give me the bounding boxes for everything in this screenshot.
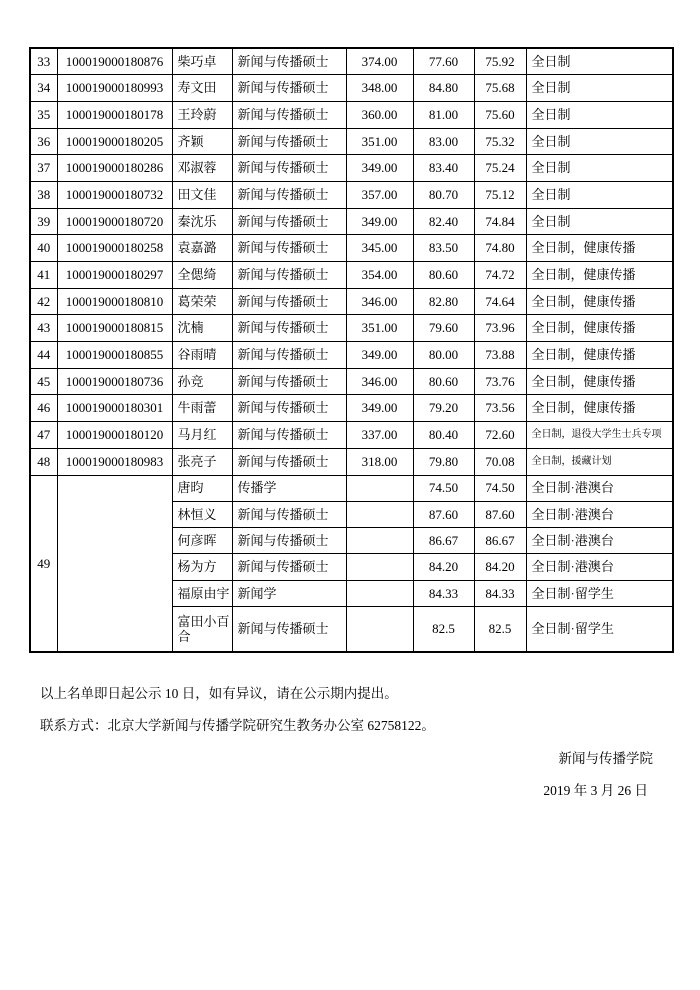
table-row [30, 368, 673, 395]
cell-no: 46 [30, 395, 57, 422]
cell-name: 牛雨蕾 [172, 395, 232, 422]
cell-score3: 82.5 [474, 606, 526, 652]
cell-score3: 74.72 [474, 262, 526, 289]
cell-score3: 84.20 [474, 554, 526, 580]
cell-remark: 全日制 [526, 101, 673, 128]
cell-remark: 全日制·留学生 [526, 606, 673, 652]
cell-remark: 全日制·留学生 [526, 580, 673, 606]
cell-score2: 82.40 [413, 208, 474, 235]
cell-remark: 全日制·港澳台 [526, 501, 673, 527]
cell-name: 全偲绮 [172, 262, 232, 289]
cell-program: 新闻与传播硕士 [232, 101, 346, 128]
cell-remark: 全日制 [526, 155, 673, 182]
cell-score1: 360.00 [346, 101, 413, 128]
cell-name: 柴巧卓 [172, 48, 232, 75]
cell-name: 王玲蔚 [172, 101, 232, 128]
table-row [30, 422, 673, 449]
cell-name: 齐颖 [172, 128, 232, 155]
cell-program: 新闻与传播硕士 [232, 128, 346, 155]
table-row [30, 235, 673, 262]
admission-results-table [29, 47, 674, 653]
cell-remark: 全日制 [526, 181, 673, 208]
cell-score3: 86.67 [474, 528, 526, 554]
cell-score3: 70.08 [474, 448, 526, 475]
cell-remark: 全日制 [526, 128, 673, 155]
cell-score1: 354.00 [346, 262, 413, 289]
cell-score3: 75.92 [474, 48, 526, 75]
cell-score3: 73.88 [474, 342, 526, 369]
cell-score3: 73.56 [474, 395, 526, 422]
cell-remark: 全日制·港澳台 [526, 528, 673, 554]
table-row [30, 75, 673, 102]
cell-id: 100019000180876 [57, 48, 172, 75]
cell-score3: 75.24 [474, 155, 526, 182]
cell-program: 新闻与传播硕士 [232, 75, 346, 102]
cell-no: 38 [30, 181, 57, 208]
contact-info-text: 联系方式：北京大学新闻与传播学院研究生教务办公室 62758122。 [40, 718, 435, 733]
cell-remark: 全日制 [526, 208, 673, 235]
cell-id: 100019000180258 [57, 235, 172, 262]
cell-score3: 72.60 [474, 422, 526, 449]
cell-score1 [346, 580, 413, 606]
table-row [30, 101, 673, 128]
cell-score2: 83.40 [413, 155, 474, 182]
cell-score1 [346, 606, 413, 652]
cell-score1: 348.00 [346, 75, 413, 102]
cell-score3: 87.60 [474, 501, 526, 527]
cell-remark: 全日制，援藏计划 [526, 448, 673, 475]
table-row [30, 288, 673, 315]
cell-score2: 83.50 [413, 235, 474, 262]
cell-score2: 79.20 [413, 395, 474, 422]
cell-program: 新闻与传播硕士 [232, 315, 346, 342]
cell-score2: 80.00 [413, 342, 474, 369]
cell-name: 谷雨晴 [172, 342, 232, 369]
cell-score1: 357.00 [346, 181, 413, 208]
table-row [30, 342, 673, 369]
cell-name: 袁嘉潞 [172, 235, 232, 262]
cell-name: 秦沈乐 [172, 208, 232, 235]
table-row [30, 181, 673, 208]
cell-score1 [346, 528, 413, 554]
cell-remark: 全日制 [526, 75, 673, 102]
cell-id: 100019000180732 [57, 181, 172, 208]
cell-program: 新闻与传播硕士 [232, 208, 346, 235]
cell-id: 100019000180855 [57, 342, 172, 369]
cell-name: 张亮子 [172, 448, 232, 475]
cell-score3: 84.33 [474, 580, 526, 606]
cell-score3: 74.50 [474, 475, 526, 501]
cell-score1: 351.00 [346, 315, 413, 342]
cell-name: 葛荣荣 [172, 288, 232, 315]
cell-id: 100019000180286 [57, 155, 172, 182]
cell-score1: 345.00 [346, 235, 413, 262]
cell-program: 传播学 [232, 475, 346, 501]
cell-score3: 75.68 [474, 75, 526, 102]
cell-score1: 351.00 [346, 128, 413, 155]
date-text: 2019 年 3 月 26 日 [543, 783, 648, 798]
cell-name: 田文佳 [172, 181, 232, 208]
cell-program: 新闻与传播硕士 [232, 48, 346, 75]
cell-name: 沈楠 [172, 315, 232, 342]
table-row [30, 262, 673, 289]
cell-score3: 75.12 [474, 181, 526, 208]
cell-id: 100019000180301 [57, 395, 172, 422]
cell-name: 邓淑蓉 [172, 155, 232, 182]
cell-program: 新闻与传播硕士 [232, 422, 346, 449]
cell-program: 新闻与传播硕士 [232, 288, 346, 315]
cell-score2: 87.60 [413, 501, 474, 527]
cell-no: 39 [30, 208, 57, 235]
table-subrow [30, 475, 673, 501]
cell-remark: 全日制，退役大学生士兵专项 [526, 422, 673, 449]
cell-id: 100019000180736 [57, 368, 172, 395]
table-row [30, 315, 673, 342]
cell-score2: 79.80 [413, 448, 474, 475]
cell-id: 100019000180297 [57, 262, 172, 289]
cell-score2: 83.00 [413, 128, 474, 155]
cell-name: 寿文田 [172, 75, 232, 102]
cell-program: 新闻与传播硕士 [232, 448, 346, 475]
cell-no: 41 [30, 262, 57, 289]
cell-program: 新闻与传播硕士 [232, 155, 346, 182]
cell-score1: 337.00 [346, 422, 413, 449]
table-row [30, 448, 673, 475]
cell-score2: 81.00 [413, 101, 474, 128]
cell-no: 44 [30, 342, 57, 369]
cell-score2: 80.40 [413, 422, 474, 449]
cell-score1: 349.00 [346, 155, 413, 182]
cell-score2: 86.67 [413, 528, 474, 554]
cell-score2: 84.20 [413, 554, 474, 580]
cell-score1 [346, 501, 413, 527]
cell-program: 新闻与传播硕士 [232, 395, 346, 422]
cell-remark: 全日制·港澳台 [526, 554, 673, 580]
cell-score1: 349.00 [346, 208, 413, 235]
cell-remark: 全日制，健康传播 [526, 288, 673, 315]
table-row [30, 48, 673, 75]
cell-score3: 74.80 [474, 235, 526, 262]
cell-program: 新闻与传播硕士 [232, 342, 346, 369]
table-row [30, 395, 673, 422]
cell-remark: 全日制，健康传播 [526, 368, 673, 395]
cell-name: 马月红 [172, 422, 232, 449]
cell-score2: 80.60 [413, 368, 474, 395]
cell-remark: 全日制，健康传播 [526, 342, 673, 369]
cell-id: 100019000180993 [57, 75, 172, 102]
cell-name: 福原由宇 [172, 580, 232, 606]
cell-id: 100019000180720 [57, 208, 172, 235]
cell-program: 新闻与传播硕士 [232, 606, 346, 652]
cell-program: 新闻学 [232, 580, 346, 606]
cell-score1: 349.00 [346, 342, 413, 369]
cell-no: 42 [30, 288, 57, 315]
cell-remark: 全日制，健康传播 [526, 315, 673, 342]
cell-score1: 346.00 [346, 368, 413, 395]
table-row [30, 128, 673, 155]
cell-id: 100019000180120 [57, 422, 172, 449]
cell-no: 47 [30, 422, 57, 449]
cell-score2: 84.80 [413, 75, 474, 102]
cell-score3: 73.96 [474, 315, 526, 342]
cell-id-empty [57, 475, 172, 652]
cell-score3: 74.84 [474, 208, 526, 235]
cell-remark: 全日制 [526, 48, 673, 75]
cell-score1: 349.00 [346, 395, 413, 422]
cell-score2: 79.60 [413, 315, 474, 342]
cell-no: 33 [30, 48, 57, 75]
cell-remark: 全日制·港澳台 [526, 475, 673, 501]
cell-program: 新闻与传播硕士 [232, 554, 346, 580]
cell-name: 富田小百合 [172, 606, 232, 652]
table-row [30, 155, 673, 182]
cell-score3: 74.64 [474, 288, 526, 315]
cell-no: 43 [30, 315, 57, 342]
cell-score1: 318.00 [346, 448, 413, 475]
cell-id: 100019000180810 [57, 288, 172, 315]
results-table-body [30, 48, 673, 652]
cell-remark: 全日制，健康传播 [526, 262, 673, 289]
cell-program: 新闻与传播硕士 [232, 368, 346, 395]
cell-score1 [346, 475, 413, 501]
cell-id: 100019000180815 [57, 315, 172, 342]
cell-program: 新闻与传播硕士 [232, 528, 346, 554]
cell-score2: 74.50 [413, 475, 474, 501]
cell-no: 48 [30, 448, 57, 475]
cell-name: 唐昀 [172, 475, 232, 501]
cell-name: 林恒义 [172, 501, 232, 527]
cell-program: 新闻与传播硕士 [232, 262, 346, 289]
public-notice-text: 以上名单即日起公示 10 日，如有异议，请在公示期内提出。 [40, 686, 398, 701]
cell-score2: 82.80 [413, 288, 474, 315]
cell-score2: 84.33 [413, 580, 474, 606]
cell-score2: 77.60 [413, 48, 474, 75]
cell-remark: 全日制，健康传播 [526, 395, 673, 422]
cell-no: 40 [30, 235, 57, 262]
cell-score2: 82.5 [413, 606, 474, 652]
cell-no: 49 [30, 475, 57, 652]
cell-program: 新闻与传播硕士 [232, 501, 346, 527]
cell-remark: 全日制，健康传播 [526, 235, 673, 262]
cell-no: 37 [30, 155, 57, 182]
cell-id: 100019000180983 [57, 448, 172, 475]
cell-name: 何彦晖 [172, 528, 232, 554]
cell-no: 36 [30, 128, 57, 155]
cell-name: 孙竞 [172, 368, 232, 395]
cell-id: 100019000180178 [57, 101, 172, 128]
cell-score1: 346.00 [346, 288, 413, 315]
cell-score3: 73.76 [474, 368, 526, 395]
cell-score1: 374.00 [346, 48, 413, 75]
table-row [30, 208, 673, 235]
cell-no: 34 [30, 75, 57, 102]
cell-program: 新闻与传播硕士 [232, 235, 346, 262]
signature-text: 新闻与传播学院 [558, 751, 653, 766]
cell-score2: 80.60 [413, 262, 474, 289]
cell-program: 新闻与传播硕士 [232, 181, 346, 208]
cell-score2: 80.70 [413, 181, 474, 208]
cell-name: 杨为方 [172, 554, 232, 580]
cell-score3: 75.60 [474, 101, 526, 128]
cell-score1 [346, 554, 413, 580]
cell-id: 100019000180205 [57, 128, 172, 155]
cell-no: 35 [30, 101, 57, 128]
cell-score3: 75.32 [474, 128, 526, 155]
cell-no: 45 [30, 368, 57, 395]
